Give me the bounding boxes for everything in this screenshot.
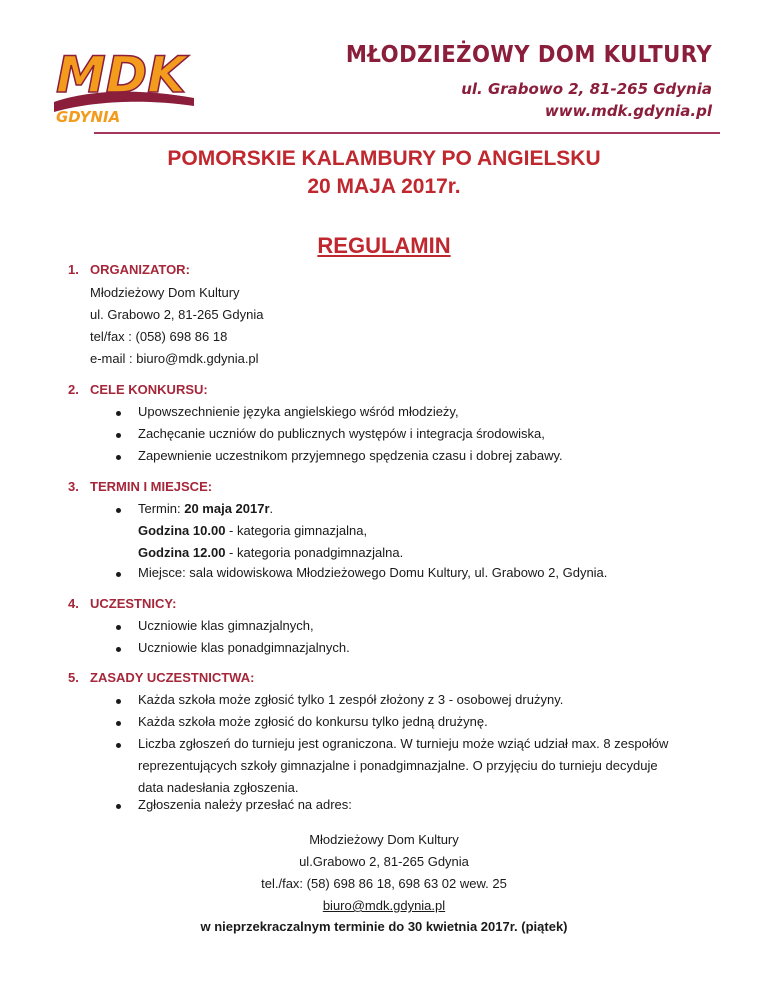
contact-email-link[interactable]: biuro@mdk.gdynia.pl bbox=[322, 898, 446, 913]
section-4-heading: 4. UCZESTNICY: bbox=[68, 596, 177, 611]
section-5-heading: 5. ZASADY UCZESTNICTWA: bbox=[68, 670, 255, 685]
contact-email-row bbox=[0, 898, 768, 913]
logo-mdk-text: MDK bbox=[56, 46, 187, 104]
contact-address: ul.Grabowo 2, 81-265 Gdynia bbox=[299, 854, 469, 869]
section-1-heading: 1. ORGANIZATOR: bbox=[68, 262, 190, 277]
mdk-logo bbox=[48, 40, 198, 124]
termin-line: Termin: 20 maja 2017r. bbox=[138, 501, 274, 516]
bullet-icon bbox=[116, 625, 121, 630]
bullet-icon bbox=[116, 721, 121, 726]
contact-phone: tel./fax: (58) 698 86 18, 698 63 02 wew. 25 bbox=[261, 876, 507, 891]
header-address: ul. Grabowo 2, 81-265 Gdynia bbox=[461, 80, 712, 98]
godzina-gimnazjalna: Godzina 10.00 - kategoria gimnazjalna, bbox=[138, 523, 368, 538]
list-item: Uczniowie klas ponadgimnazjalnych. bbox=[138, 640, 350, 655]
list-item: Każda szkoła może zgłosić tylko 1 zespół złożony z 3 - osobowej drużyny. bbox=[138, 692, 564, 707]
organizer-name: Młodzieżowy Dom Kultury bbox=[90, 285, 240, 300]
miejsce-line: Miejsce: sala widowiskowa Młodzieżowego Domu Kultury, ul. Grabowo 2, Gdynia. bbox=[138, 565, 608, 580]
organizer-email: e-mail : biuro@mdk.gdynia.pl bbox=[90, 351, 259, 366]
section-2-heading: 2. CELE KONKURSU: bbox=[68, 382, 208, 397]
header-divider bbox=[94, 132, 720, 134]
bullet-icon bbox=[116, 647, 121, 652]
bullet-icon bbox=[116, 743, 121, 748]
list-item-continuation: reprezentujących szkoły gimnazjalne i ponadgimnazjalne. O przyjęciu do turnieju decyduje bbox=[138, 758, 658, 773]
bullet-icon bbox=[116, 804, 121, 809]
event-date: 20 MAJA 2017r. bbox=[307, 175, 461, 198]
bullet-icon bbox=[116, 572, 121, 577]
event-title: POMORSKIE KALAMBURY PO ANGIELSKU bbox=[167, 147, 601, 170]
organizer-address: ul. Grabowo 2, 81-265 Gdynia bbox=[90, 307, 264, 322]
section-3-heading: 3. TERMIN I MIEJSCE: bbox=[68, 479, 213, 494]
list-item: Zapewnienie uczestnikom przyjemnego spędzenia czasu i dobrej zabawy. bbox=[138, 448, 563, 463]
org-name: MŁODZIEŻOWY DOM KULTURY bbox=[345, 42, 712, 68]
bullet-icon bbox=[116, 508, 121, 513]
bullet-icon bbox=[116, 455, 121, 460]
organizer-phone: tel/fax : (058) 698 86 18 bbox=[90, 329, 228, 344]
list-item: Zgłoszenia należy przesłać na adres: bbox=[138, 797, 352, 812]
godzina-ponadgimnazjalna: Godzina 12.00 - kategoria ponadgimnazjalna. bbox=[138, 545, 404, 560]
list-item: Uczniowie klas gimnazjalnych, bbox=[138, 618, 314, 633]
contact-name: Młodzieżowy Dom Kultury bbox=[309, 832, 459, 847]
bullet-icon bbox=[116, 699, 121, 704]
bullet-icon bbox=[116, 411, 121, 416]
bullet-icon bbox=[116, 433, 121, 438]
list-item: Każda szkoła może zgłosić do konkursu tylko jedną drużynę. bbox=[138, 714, 488, 729]
list-item: Zachęcanie uczniów do publicznych występów i integracja środowiska, bbox=[138, 426, 545, 441]
deadline-text: w nieprzekraczalnym terminie do 30 kwietnia 2017r. (piątek) bbox=[200, 919, 568, 934]
header-website: www.mdk.gdynia.pl bbox=[544, 102, 712, 120]
list-item-continuation: data nadesłania zgłoszenia. bbox=[138, 780, 299, 795]
list-item: Upowszechnienie języka angielskiego wśród młodzieży, bbox=[138, 404, 459, 419]
logo-gdynia-text: GDYNIA bbox=[56, 108, 121, 124]
regulamin-heading: REGULAMIN bbox=[317, 233, 451, 258]
list-item: Liczba zgłoszeń do turnieju jest ograniczona. W turnieju może wziąć udział max. 8 zespołów bbox=[138, 736, 669, 751]
